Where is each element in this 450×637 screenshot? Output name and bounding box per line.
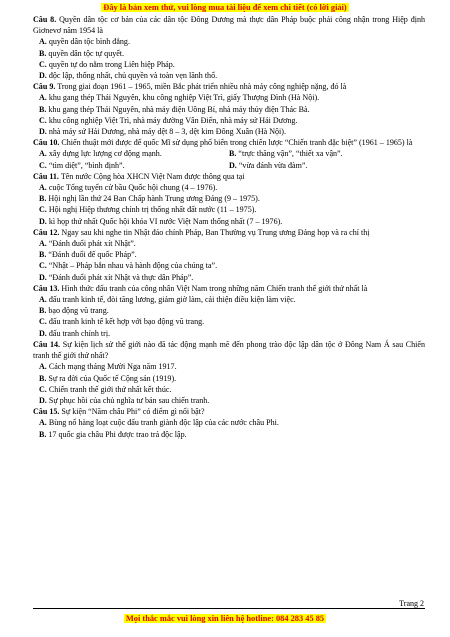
option-a (33, 417, 425, 428)
option-c (33, 204, 425, 215)
question-number: Câu 9. (33, 82, 56, 92)
option-letter: B. (39, 194, 47, 204)
question-text: Quyền dân tộc cơ bản của các dân tộc Đông Dương mà thực dân Pháp buộc phải công nhận trong Hiệp định Giơnevơ năm 1954 là (33, 15, 426, 36)
option-letter: C. (39, 317, 47, 327)
question-9 (33, 81, 425, 137)
option-text: Hội nghị Hiệp thương chính trị thống nhất đất nước (11 – 1975). (48, 205, 257, 215)
option-a (33, 238, 425, 249)
option-letter: D. (39, 71, 47, 81)
question-number: Câu 12. (33, 227, 60, 237)
option-text: Bùng nổ hàng loạt cuộc đấu tranh giành độc lập của các nước châu Phi. (48, 418, 279, 428)
option-text: quyền tự do nằm trong Liên hiệp Pháp. (48, 59, 175, 69)
option-text: khu gang thép Thái Nguyên, khu công nghiệp Việt Trì, giấy Thượng Đình (Hà Nội). (48, 93, 320, 103)
option-letter: D. (39, 395, 47, 405)
option-d (33, 272, 425, 283)
option-text: Hội nghị lần thứ 24 Ban Chấp hành Trung ương Đảng (9 – 1975). (48, 194, 260, 204)
option-letter: A. (39, 362, 47, 372)
option-a (33, 92, 425, 103)
option-letter: D. (229, 160, 237, 170)
option-letter: A. (39, 149, 47, 159)
question-text: Hình thức đấu tranh của công nhân Việt Nam trong những năm Chiến tranh thế giới thứ nhất là (61, 283, 368, 293)
option-letter: B. (229, 149, 237, 159)
option-letter: B. (39, 429, 47, 439)
question-number: Câu 10. (33, 138, 60, 148)
question-8 (33, 14, 425, 81)
option-letter: A. (39, 93, 47, 103)
question-text: Sự kiện lịch sử thế giới nào đã tác động mạnh mẽ đến phong trào độc lập dân tộc ở Đông Nam Á sau Chiến tranh thế giới thứ nhất? (33, 339, 425, 361)
option-d (33, 126, 425, 137)
question-text: Ngay sau khi nghe tin Nhật đảo chính Pháp, Ban Thường vụ Trung ương Đảng họp và ra chỉ thị (61, 227, 370, 237)
option-text: quyền dân tộc bình đẳng. (48, 37, 130, 47)
option-letter: C. (39, 205, 47, 215)
option-text: Sự ra đời của Quốc tế Cộng sản (1919). (48, 373, 177, 383)
question-text: Trong giai đoạn 1961 – 1965, miền Bắc phát triển nhiều nhà máy công nghiệp nặng, đó là (57, 82, 347, 92)
option-b (33, 249, 425, 260)
question-number: Câu 15. (33, 407, 60, 417)
option-letter: B. (39, 373, 47, 383)
question-10 (33, 137, 425, 171)
question-11-stem (33, 171, 425, 182)
option-b (229, 148, 419, 159)
document-body (33, 14, 425, 440)
question-number: Câu 8. (33, 15, 57, 24)
option-d (33, 70, 425, 81)
question-text: Tên nước Cộng hòa XHCN Việt Nam được thông qua tại (60, 171, 245, 181)
question-12-stem (33, 227, 425, 238)
option-d (229, 160, 419, 171)
footer-divider (33, 608, 425, 609)
option-text: 17 quốc gia châu Phi được trao trả độc lập. (48, 429, 187, 439)
option-letter: B. (39, 250, 47, 260)
option-letter: B. (39, 48, 47, 58)
option-row (33, 148, 425, 159)
option-letter: C. (39, 160, 47, 170)
footer-banner (0, 614, 450, 623)
option-text: khu công nghiệp Việt Trì, nhà máy đường Vân Điển, nhà máy sứ Hải Dương. (48, 115, 298, 125)
question-13 (33, 283, 425, 339)
option-c (33, 384, 425, 395)
option-text: Cách mạng tháng Mười Nga năm 1917. (48, 362, 177, 372)
option-b (33, 305, 425, 316)
option-letter: A. (39, 183, 47, 193)
option-letter: D. (39, 127, 47, 137)
option-text: cuộc Tổng tuyển cử bầu Quốc hội chung (4 – 1976). (48, 183, 218, 193)
option-c (33, 316, 425, 327)
option-a (33, 294, 425, 305)
option-c (33, 59, 425, 70)
question-number: Câu 14. (33, 339, 61, 349)
option-letter: C. (39, 115, 47, 125)
option-text: quyền dân tộc tự quyết. (48, 48, 125, 58)
header-banner-text: Đây là bản xem thử, vui lòng mua tài liệu để xem chi tiết (có lời giải) (103, 3, 347, 12)
question-14-stem (33, 339, 425, 361)
question-10-stem (33, 137, 425, 148)
option-text: “Nhật – Pháp bắn nhau và hành động của chúng ta”. (48, 261, 218, 271)
page-number: Trang 2 (399, 599, 424, 608)
option-b (33, 193, 425, 204)
option-text: Sự phục hồi của chủ nghĩa tư bản sau chiến tranh. (48, 395, 210, 405)
option-d (33, 328, 425, 339)
option-text: “Đánh đuổi đế quốc Pháp”. (48, 250, 137, 260)
question-13-stem (33, 283, 425, 294)
question-number: Câu 11. (33, 171, 59, 181)
option-b (33, 104, 425, 115)
option-text: đấu tranh kinh tế kết hợp với bạo động vũ trang. (48, 317, 205, 327)
option-letter: B. (39, 104, 47, 114)
question-text: Sự kiện “Năm châu Phi” có điểm gì nổi bật? (61, 407, 205, 417)
question-12 (33, 227, 425, 283)
option-letter: D. (39, 272, 47, 282)
option-c (33, 260, 425, 271)
option-a (33, 36, 425, 47)
question-15 (33, 406, 425, 440)
option-d (33, 395, 425, 406)
option-text: “vừa đánh vừa đàm”. (238, 160, 308, 170)
option-letter: A. (39, 418, 47, 428)
option-text: đấu tranh chính trị. (48, 328, 111, 338)
option-letter: A. (39, 295, 47, 305)
option-letter: C. (39, 384, 47, 394)
option-text: nhà máy sứ Hải Dương, nhà máy dệt 8 – 3, dệt kim Đông Xuân (Hà Nội). (48, 127, 286, 137)
option-letter: C. (39, 59, 47, 69)
option-b (33, 48, 425, 59)
option-letter: D. (39, 328, 47, 338)
option-a (39, 148, 229, 159)
option-letter: C. (39, 261, 47, 271)
option-letter: A. (39, 239, 47, 249)
option-text: khu gang thép Thái Nguyên, nhà máy điện Uông Bí, nhà máy thủy điện Thác Bà. (48, 104, 310, 114)
header-banner (0, 3, 450, 12)
option-a (33, 361, 425, 372)
option-letter: B. (39, 306, 47, 316)
option-text: “tìm diệt”, “bình định”. (48, 160, 125, 170)
option-text: xây dựng lực lượng cơ động mạnh. (48, 149, 162, 159)
option-b (33, 373, 425, 384)
option-text: “trực thăng vận”, “thiết xa vận”. (238, 149, 343, 159)
question-text: Chiến thuật mới được đế quốc Mĩ sử dụng phổ biến trong chiến lược “Chiến tranh đặc biệt” (1961 – 1965) là (61, 138, 413, 148)
option-letter: D. (39, 216, 47, 226)
option-a (33, 182, 425, 193)
question-11 (33, 171, 425, 227)
option-c (39, 160, 229, 171)
question-14 (33, 339, 425, 406)
option-text: độc lập, thống nhất, chủ quyền và toàn vẹn lãnh thổ. (48, 71, 218, 81)
option-text: “Đánh đuổi phát xít Nhật và thực dân Pháp”. (48, 272, 194, 282)
option-d (33, 216, 425, 227)
option-text: “Đánh đuổi phát xít Nhật”. (48, 239, 136, 249)
option-text: bạo động vũ trang. (48, 306, 109, 316)
option-text: kì họp thứ nhất Quốc hội khóa VI nước Việt Nam thống nhất (7 – 1976). (48, 216, 283, 226)
option-b (33, 429, 425, 440)
question-9-stem (33, 81, 425, 92)
option-row (33, 160, 425, 171)
option-text: đấu tranh kinh tế, đòi tăng lương, giảm giờ làm, cải thiện điều kiện làm việc. (48, 295, 296, 305)
option-c (33, 115, 425, 126)
question-8-stem (33, 14, 425, 36)
footer-banner-text: Mọi thắc mắc vui lòng xin liên hệ hotline: 084 283 45 85 (125, 614, 325, 623)
option-text: Chiến tranh thế giới thứ nhất kết thúc. (48, 384, 172, 394)
option-letter: A. (39, 37, 47, 47)
question-number: Câu 13. (33, 283, 60, 293)
question-15-stem (33, 406, 425, 417)
